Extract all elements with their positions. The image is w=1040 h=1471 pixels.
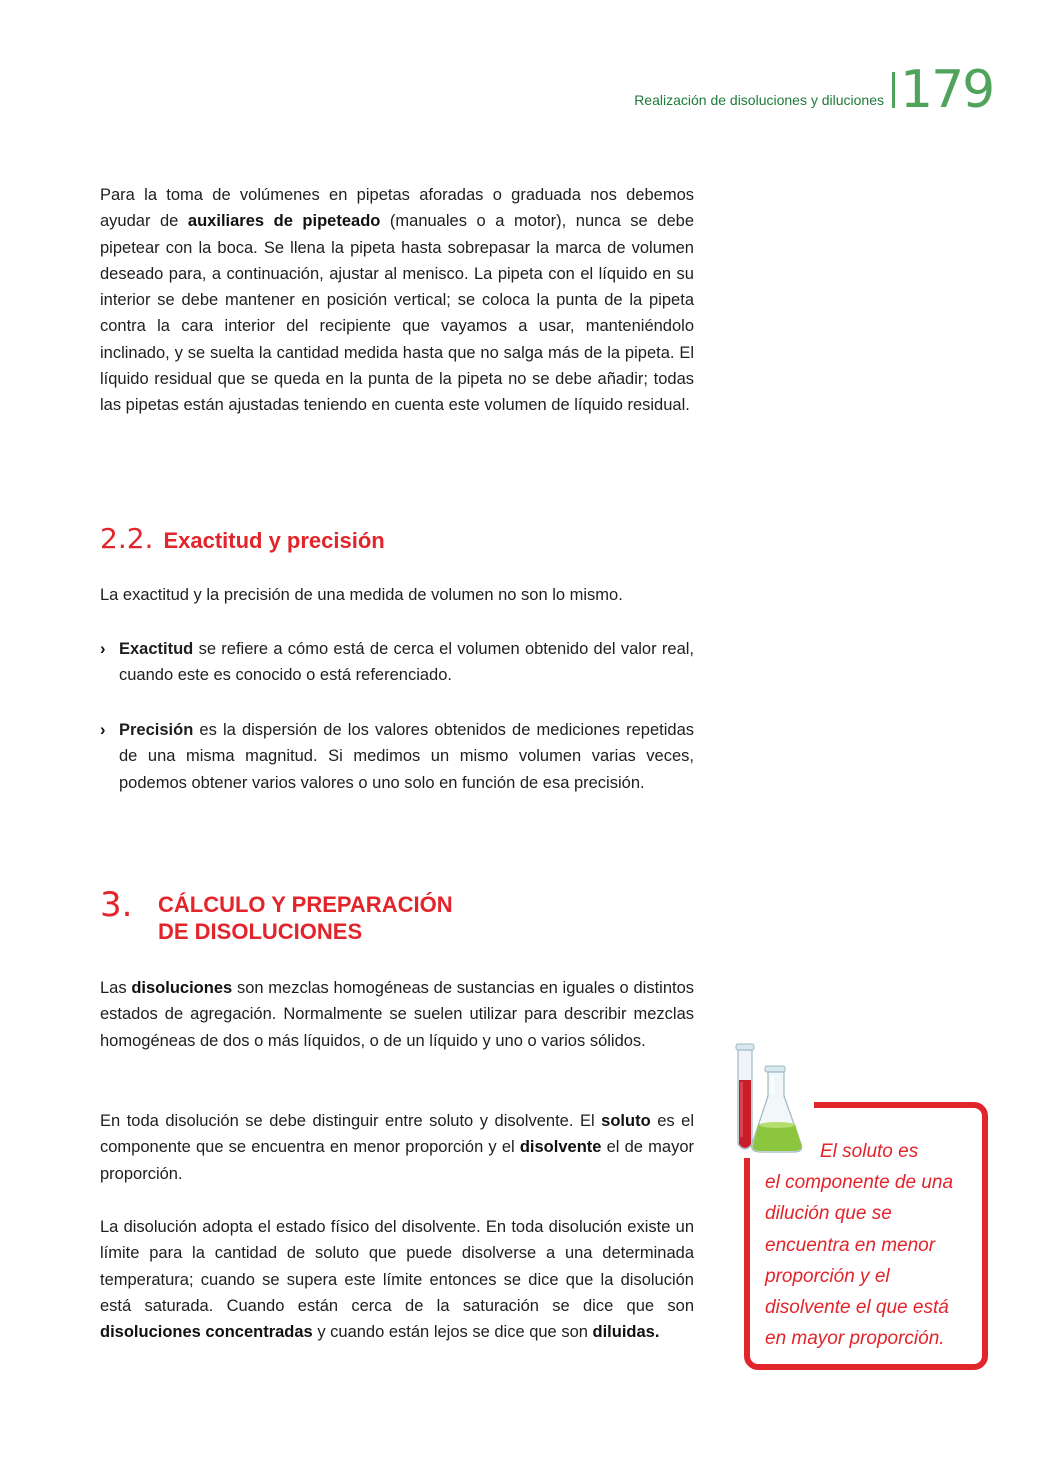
paragraph-accuracy-intro: La exactitud y la precisión de una medida de volumen no son lo mismo.: [100, 586, 623, 604]
section-2-2-heading: [100, 522, 385, 555]
paragraph-solutions: [100, 975, 694, 1054]
bullet-body: se refiere a cómo está de cerca el volumen obtenido del valor real, cuando este es conocido o está referenciado.: [119, 640, 694, 685]
section-title: [158, 891, 618, 945]
bullet-body: es la dispersión de los valores obtenidos de mediciones repetidas de una misma magnitud. Si medimos un mismo volumen varias veces, podemos obtener varios valores o uno solo en función de esa precisión.: [119, 721, 694, 792]
section-number: 3.: [100, 885, 133, 925]
bold-term: auxiliares de pipeteado: [187, 212, 381, 231]
bullet-text: [119, 636, 694, 689]
paragraph-text: son mezclas homogéneas de sustancias en iguales o distintos estados de agregación. Normalmente se suelen utilizar para describir mezclas homogéneas de dos o más líquidos, o de un líquido y uno o varios sólidos.: [100, 979, 695, 1050]
bold-term: disolvente: [519, 1138, 602, 1157]
bold-term: soluto: [601, 1112, 651, 1130]
bullet-precision: [100, 717, 694, 796]
bullet-marker: ›: [100, 640, 106, 658]
sidebar-note-body: el componente de una dilución que se encuentra en menor proporción y el disolvente el que está en mayor proporción.: [765, 1172, 954, 1350]
bold-term: Exactitud: [119, 640, 194, 658]
section-title-line: CÁLCULO Y PREPARACIÓN: [158, 892, 453, 917]
paragraph-text: el de mayor proporción.: [100, 1138, 694, 1183]
paragraph-text: En toda disolución se debe distinguir entre soluto y disolvente. El: [100, 1112, 602, 1130]
bold-term: Precisión: [119, 721, 194, 739]
bullet-exactitud: [100, 636, 694, 689]
bold-term: disoluciones concentradas: [100, 1323, 313, 1342]
bold-term: diluidas.: [592, 1323, 660, 1342]
paragraph-text: y cuando están lejos se dice que son: [312, 1323, 593, 1342]
chapter-title: Realización de disoluciones y diluciones: [634, 92, 884, 108]
section-number: 2.2.: [100, 522, 154, 555]
paragraph-solute: [100, 1108, 694, 1187]
paragraph-text: (manuales o a motor), nunca se debe pipetear con la boca. Se llena la pipeta hasta sobrepasar la marca de volumen deseado para, a continuación, ajustar al menisco. La pipeta con el líquido en su interior se debe mantener en posición vertical; se coloca la punta de la pipeta contra la cara interior del recipiente que vayamos a usar, manteniéndolo inclinado, y se suelta la cantidad medida hasta que no salga más de la pipeta. El líquido residual que se queda en la punta de la pipeta no se debe añadir; todas las pipetas están ajustadas teniendo en cuenta este volumen de líquido residual.: [100, 212, 694, 415]
bold-term: disoluciones: [131, 979, 233, 997]
sidebar-note-text: [765, 1136, 975, 1354]
sidebar-note-first-line: El soluto es: [820, 1141, 919, 1162]
section-title-line: DE DISOLUCIONES: [158, 919, 363, 944]
bullet-text: [119, 717, 694, 796]
paragraph-pipette: [100, 182, 694, 419]
page-number: 179: [900, 60, 994, 120]
header-divider: [892, 72, 895, 108]
paragraph-text: Para la toma de volúmenes en pipetas aforadas o graduada nos debemos ayudar de: [100, 186, 694, 231]
paragraph-text: Las: [100, 979, 132, 997]
paragraph-saturation: [100, 1214, 694, 1345]
bullet-marker: ›: [100, 721, 106, 739]
paragraph-text: es el componente que se encuentra en menor proporción y el: [100, 1112, 694, 1157]
section-title: Exactitud y precisión: [163, 528, 385, 553]
paragraph-text: La disolución adopta el estado físico del disolvente. En toda disolución existe un límite para la cantidad de soluto que puede disolverse a una determinada temperatura; cuando se supera este límite entonces se dice que la disolución está saturada. Cuando están cerca de la saturación se dice que son: [100, 1218, 694, 1315]
